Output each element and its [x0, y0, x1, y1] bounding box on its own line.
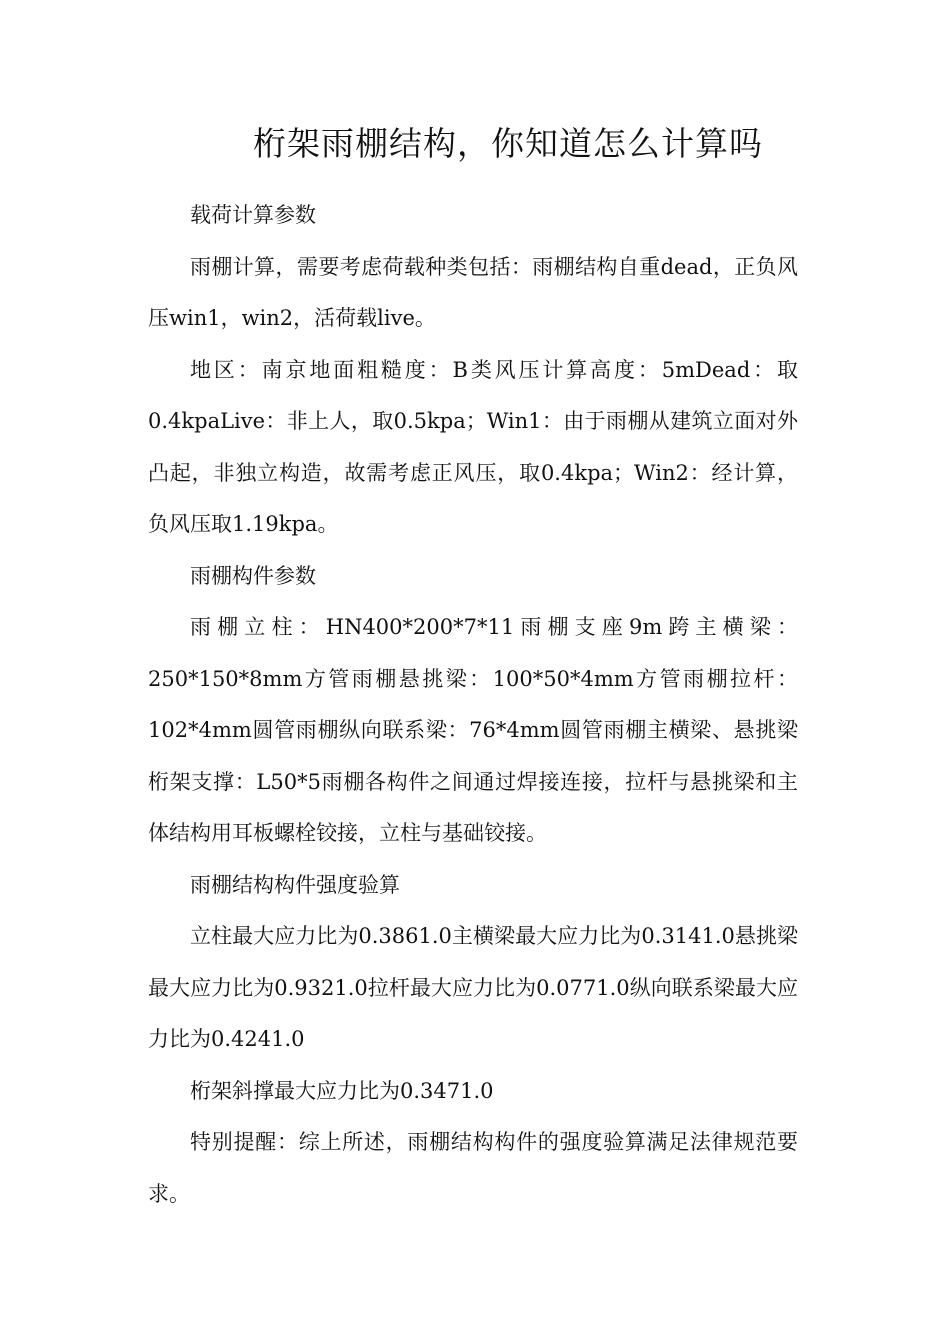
section-heading-load-parameters: 载荷计算参数: [190, 203, 316, 227]
paragraph-conclusion: 特别提醒：综上所述，雨棚结构构件的强度验算满足法律规范要求。: [148, 1130, 798, 1206]
section-heading-strength-check: 雨棚结构构件强度验算: [190, 872, 400, 897]
paragraph-member-specs: 雨棚立柱：HN400*200*7*11雨棚支座9m跨主横梁：250*150*8mm方管雨棚悬挑梁：100*50*4mm方管雨棚拉杆：102*4mm圆管雨棚纵向联系梁：76*4mm圆管雨棚主横梁、悬挑梁桁架支撑：L50*5雨棚各构件之间通过焊接连接，拉杆与悬挑梁和主体结构用耳板螺栓铰接，立柱与基础铰接。: [148, 615, 798, 845]
document-title: 桁架雨棚结构，你知道怎么计算吗: [253, 124, 763, 163]
section-heading-member-parameters: 雨棚构件参数: [190, 563, 316, 588]
paragraph-stress-ratios: 立柱最大应力比为0.3861.0主横梁最大应力比为0.3141.0悬挑梁最大应力比为0.9321.0拉杆最大应力比为0.0771.0纵向联系梁最大应力比为0.4241.0: [148, 924, 798, 1051]
document-body: [148, 190, 798, 1220]
paragraph-region-parameters: 地区：南京地面粗糙度：B类风压计算高度：5mDead：取0.4kpaLive：非上人，取0.5kpa；Win1：由于雨棚从建筑立面对外凸起，非独立构造，故需考虑正风压，取0.4kpa；Win2：经计算，负风压取1.19kpa。: [148, 357, 798, 536]
paragraph-load-types: 雨棚计算，需要考虑荷载种类包括：雨棚结构自重dead，正负风压win1，win2，活荷载live。: [148, 254, 798, 330]
paragraph-truss-brace-ratio: 桁架斜撑最大应力比为0.3471.0: [190, 1078, 494, 1103]
